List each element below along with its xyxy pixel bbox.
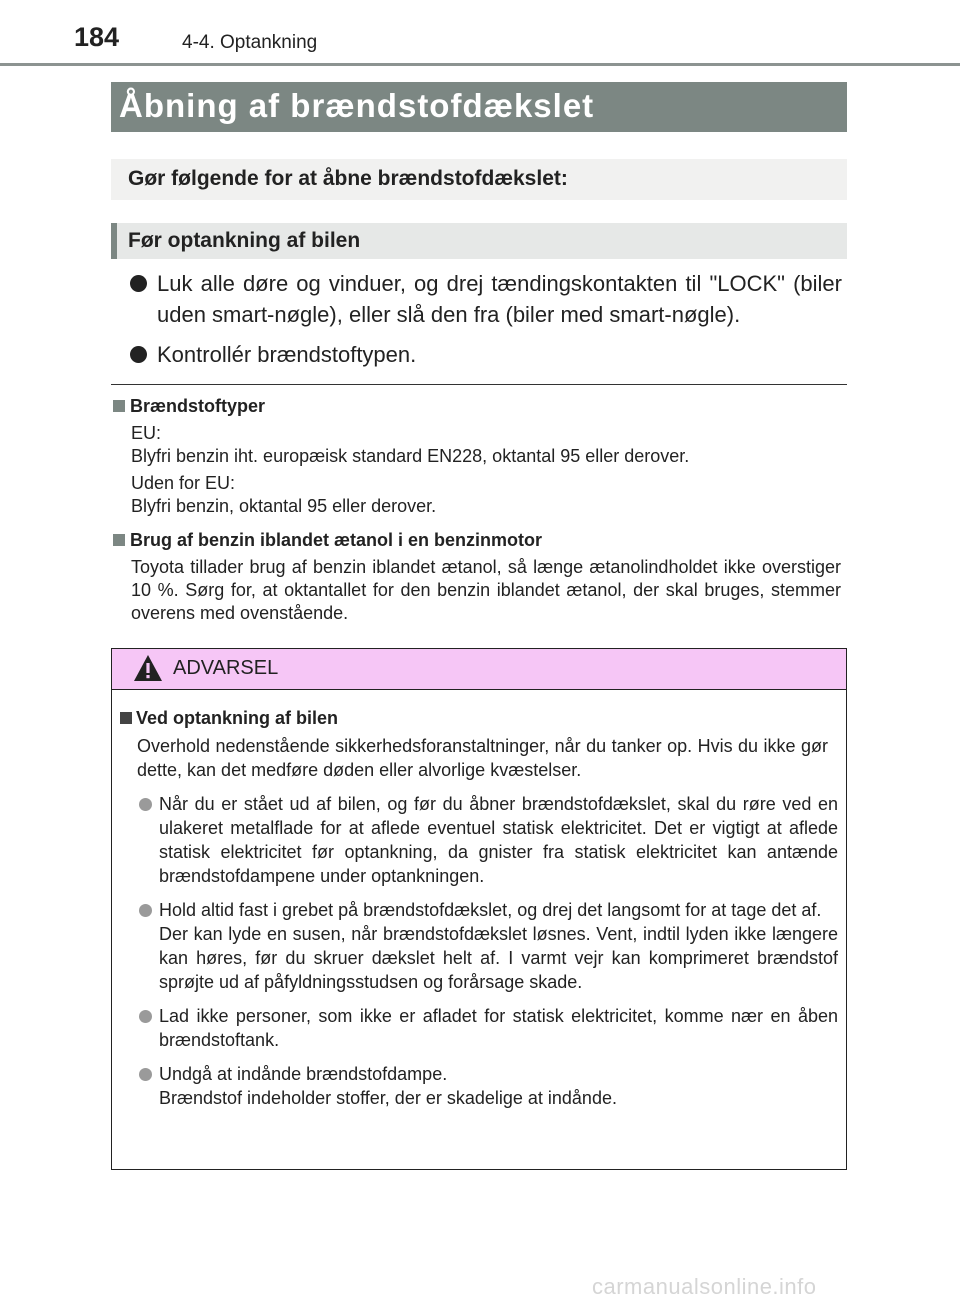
- warning-item: [118, 898, 838, 994]
- bullet-icon: [130, 275, 147, 292]
- info-line: Toyota tillader brug af benzin iblandet ætanol, så længe ætanolindholdet ikke overstiger 10 %. Sørg for, at oktantallet for den benzin iblandet ætanol, der skal bruges, stemmer overens med ovenstående.: [131, 557, 841, 623]
- step-heading: [111, 223, 847, 259]
- info-block-ethanol: [111, 528, 841, 625]
- info-heading: [111, 394, 841, 418]
- bullet-icon: [139, 798, 152, 811]
- info-heading: [111, 528, 841, 552]
- warning-item-text: Hold altid fast i grebet på brændstofdækslet, og drej det langsomt for at tage det af.: [159, 900, 822, 920]
- page-title: Åbning af brændstofdækslet: [119, 87, 595, 124]
- step-heading-accent: [111, 223, 117, 259]
- info-paragraph: [111, 422, 841, 468]
- bullet-icon: [130, 346, 147, 363]
- info-paragraph: [111, 472, 841, 518]
- step-list: [128, 268, 842, 379]
- warning-item-text: Undgå at indånde brændstofdampe.: [159, 1064, 448, 1084]
- warning-heading: [118, 706, 838, 730]
- warning-item-text: Der kan lyde en susen, når brændstofdækslet løsnes. Vent, indtil lyden ikke længere kan høres, før du skruer dækslet helt af. I varmt vejr kan komprimeret brændstof sprøjte ud af påfyldningsstudsen og forårsage skade.: [159, 924, 838, 992]
- page-number: 184: [74, 22, 120, 52]
- square-bullet-icon: [113, 534, 125, 546]
- bullet-icon: [139, 904, 152, 917]
- warning-item-text: Når du er stået ud af bilen, og før du åbner brændstofdækslet, skal du røre ved en ulakeret metalflade for at aflede eventuel statisk elektricitet. Det er vigtigt at aflede statisk elektricitet før optankning, da gnister fra statisk elektricitet kan antænde brændstofdampene under optankningen.: [159, 794, 838, 886]
- warning-body: [118, 706, 838, 1110]
- warning-intro: Overhold nedenstående sikkerhedsforanstaltninger, når du tanker op. Hvis du ikke gør dette, kan det medføre døden eller alvorlige kvæstelser.: [137, 736, 828, 780]
- info-heading-text: Brændstoftyper: [130, 396, 266, 416]
- bullet-icon: [139, 1010, 152, 1023]
- title-bar: [111, 82, 847, 132]
- info-line: Blyfri benzin, oktantal 95 eller derover.: [131, 496, 437, 516]
- step-text: Luk alle døre og vinduer, og drej tændingskontakten til "LOCK" (biler uden smart-nøgle), eller slå den fra (biler med smart-nøgle).: [157, 271, 842, 327]
- square-bullet-icon: [113, 400, 125, 412]
- bullet-icon: [139, 1068, 152, 1081]
- step-text: Kontrollér brændstoftypen.: [157, 342, 417, 367]
- step-item: [128, 339, 842, 370]
- warning-item: [118, 1062, 838, 1110]
- info-paragraph: [111, 556, 841, 625]
- warning-header: [112, 649, 846, 690]
- info-heading-text: Brug af benzin iblandet ætanol i en benzinmotor: [130, 530, 543, 550]
- step-item: [128, 268, 842, 330]
- section-name: 4-4. Optankning: [182, 32, 318, 53]
- warning-item: [118, 1004, 838, 1052]
- info-line: Uden for EU:: [131, 473, 236, 493]
- intro-text: Gør følgende for at åbne brændstofdækslet:: [128, 167, 568, 190]
- info-line: EU:: [131, 423, 162, 443]
- warning-item: [118, 792, 838, 888]
- square-bullet-icon: [120, 712, 132, 724]
- intro-box: [111, 159, 847, 200]
- header-rule: [0, 63, 960, 66]
- step-heading-text: Før optankning af bilen: [128, 229, 361, 252]
- warning-item-text: Brændstof indeholder stoffer, der er skadelige at indånde.: [159, 1088, 617, 1108]
- info-section: [111, 394, 841, 635]
- section-divider: [111, 384, 847, 385]
- warning-box: [111, 648, 847, 1170]
- warning-label: ADVARSEL: [173, 657, 279, 679]
- info-block-fuel-types: [111, 394, 841, 518]
- page-header: [0, 0, 960, 64]
- warning-triangle-icon: [133, 654, 163, 682]
- watermark: carmanualsonline.info: [592, 1274, 817, 1299]
- warning-item-text: Lad ikke personer, som ikke er afladet for statisk elektricitet, komme nær en åben brændstoftank.: [159, 1006, 838, 1050]
- warning-heading-text: Ved optankning af bilen: [136, 708, 339, 728]
- info-line: Blyfri benzin iht. europæisk standard EN228, oktantal 95 eller derover.: [131, 446, 690, 466]
